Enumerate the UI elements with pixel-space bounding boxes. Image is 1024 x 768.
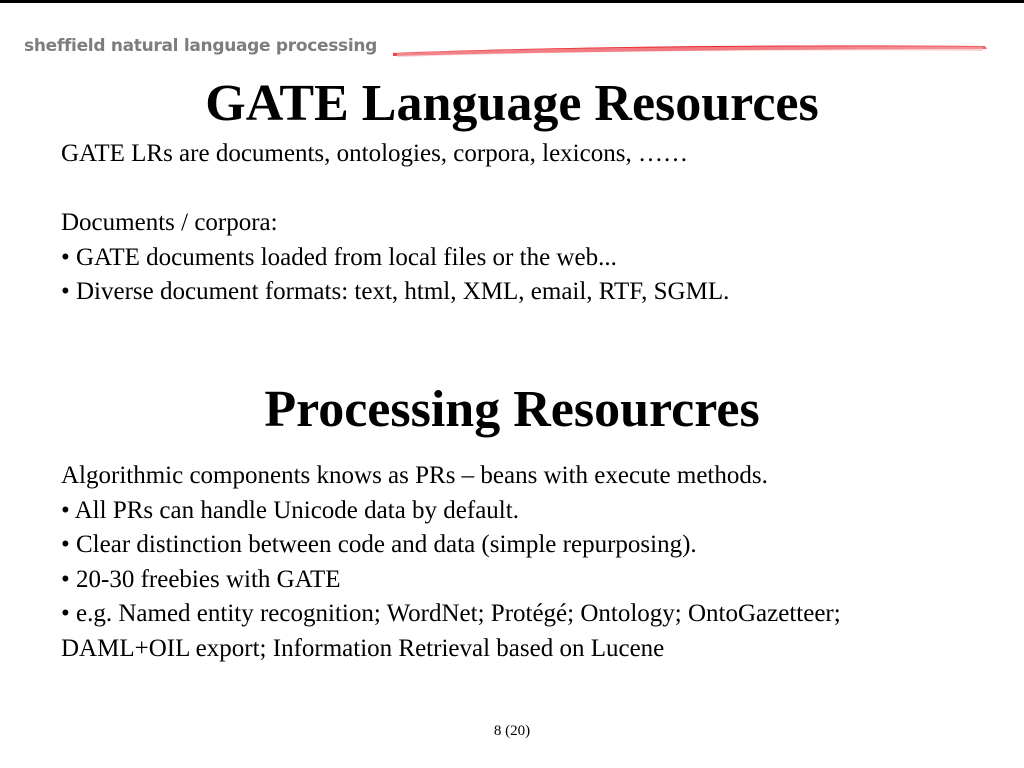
pr-intro-text: Algorithmic components knows as PRs – beans with execute methods. [61, 462, 768, 489]
paragraph-gap [61, 172, 991, 207]
pr-bullet: • All PRs can handle Unicode data by default. [61, 496, 519, 524]
pr-bullet: • Clear distinction between code and data (simple repurposing). [61, 531, 697, 558]
pr-bullet-continuation: DAML+OIL export; Information Retrieval based on Lucene [61, 634, 665, 662]
brand-red-swoosh [385, 36, 995, 60]
lr-bullet: • Diverse document formats: text, html, XML, email, RTF, SGML. [61, 278, 730, 305]
lr-subheading: Documents / corpora: [61, 209, 278, 236]
lr-intro-text: GATE LRs are documents, ontologies, corpora, lexicons, …… [61, 140, 688, 167]
brand-logo-text: sheffield natural language processing [24, 36, 378, 56]
page-number: 8 (20) [493, 723, 531, 739]
pr-bullet: • 20-30 freebies with GATE [61, 565, 341, 593]
pr-bullet: • e.g. Named entity recognition; WordNet; Protégé; Ontology; OntoGazetteer; [61, 600, 841, 627]
section-title-processing-resources: Processing Resourcres [264, 381, 760, 438]
processing-resources-body [61, 459, 991, 666]
language-resources-body [61, 137, 991, 310]
lr-bullet: • GATE documents loaded from local files or the web... [61, 243, 617, 271]
section-title-language-resources: GATE Language Resources [205, 75, 819, 132]
slide-top-border [0, 0, 1024, 3]
